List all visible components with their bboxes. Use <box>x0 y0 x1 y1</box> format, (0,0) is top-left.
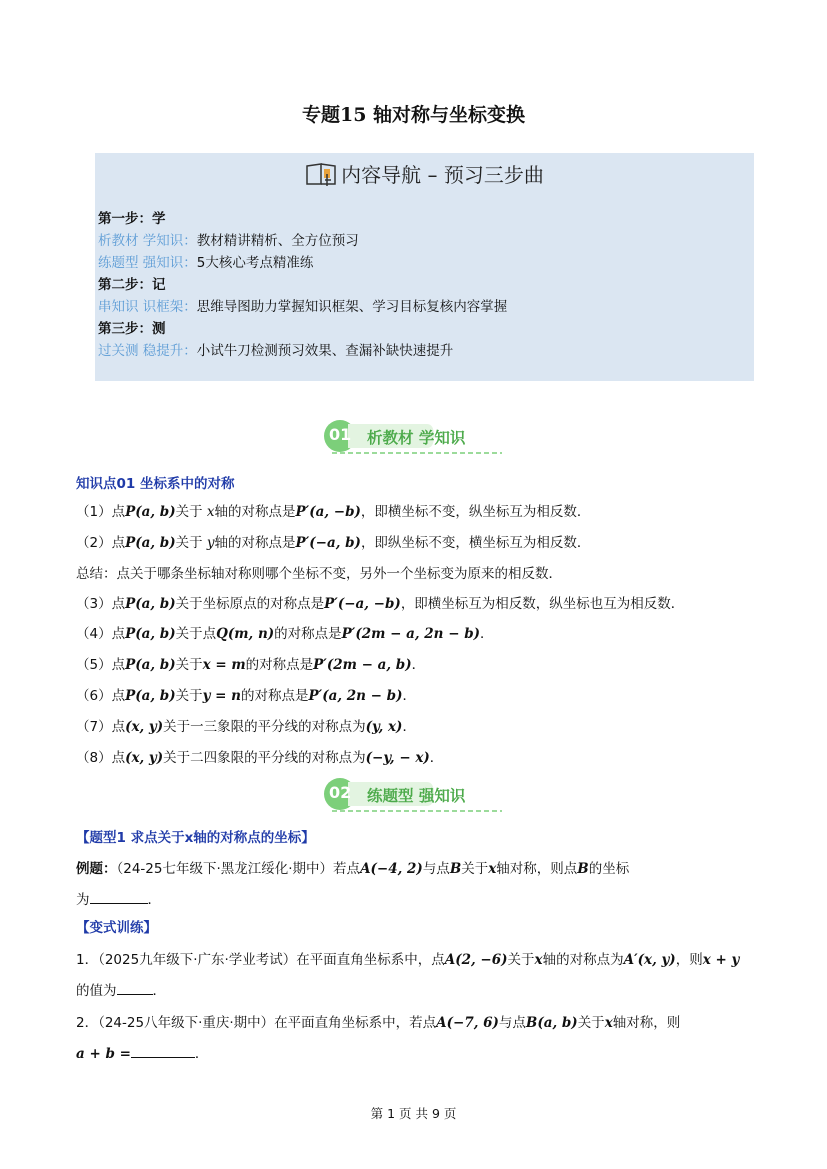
knowledge-point-title: 知识点01 坐标系中的对称 <box>76 476 235 492</box>
section-badge-01 <box>322 420 507 456</box>
section-label: 练题型 强知识 <box>367 787 466 805</box>
variant-title: 【变式训练】 <box>76 920 157 936</box>
question-1-line-2: 的值为 ． <box>76 983 166 999</box>
answer-blank <box>131 1045 195 1058</box>
question-2-line-1: 2．（24-25八年级下·重庆·期中）在平面直角坐标系中，若点A(−7, 6)与点B(a, b)关于x轴对称，则 <box>76 1015 681 1031</box>
section-number: 01 <box>329 425 352 444</box>
question-2-line-2: a + b = ． <box>76 1046 209 1062</box>
page-title: 专题15 轴对称与坐标变换 <box>301 104 526 126</box>
item-8: （8）点(x, y)关于二四象限的平分线的对称点为(−y, − x)． <box>76 750 444 766</box>
section-badge-02 <box>322 778 507 814</box>
answer-blank <box>117 982 153 995</box>
content-nav-box <box>95 153 754 381</box>
question-1-line-1: 1．（2025九年级下·广东·学业考试）在平面直角坐标系中，点A(2, −6)关于x轴的对称点为A′(x, y)，则x + y <box>76 952 740 968</box>
item-5: （5）点P(a, b)关于x = m的对称点是P′(2m − a, b)． <box>76 657 426 673</box>
summary-line: 总结：点关于哪条坐标轴对称则哪个坐标不变，另外一个坐标变为原来的相反数． <box>76 566 562 582</box>
item-2: （2）点P(a, b)关于 y轴的对称点是P′(−a, b)，即纵坐标不变，横坐标互为相反数． <box>76 535 591 551</box>
answer-blank <box>90 891 148 904</box>
step1-title: 第一步：学 <box>98 211 166 227</box>
nav-heading-text: 内容导航 – 预习三步曲 <box>341 163 544 187</box>
step2-title: 第二步：记 <box>98 277 166 293</box>
nav-heading <box>95 159 754 188</box>
book-hand-icon <box>305 160 339 188</box>
section-number: 02 <box>329 783 352 802</box>
nav-line-2: 练题型 强知识：5大核心考点精准练 <box>98 255 314 271</box>
item-4: （4）点P(a, b)关于点Q(m, n)的对称点是P′(2m − a, 2n − b)． <box>76 626 494 642</box>
step3-title: 第三步：测 <box>98 321 166 337</box>
nav-line-3: 串知识 识框架：思维导图助力掌握知识框架、学习目标复核内容掌握 <box>98 299 508 315</box>
item-1: （1）点P(a, b)关于 x轴的对称点是P′(a, −b)，即横坐标不变，纵坐标互为相反数． <box>76 504 591 520</box>
nav-line-4: 过关测 稳提升：小试牛刀检测预习效果、查漏补缺快速提升 <box>98 343 454 359</box>
item-3: （3）点P(a, b)关于坐标原点的对称点是P′(−a, −b)，即横坐标互为相反数，纵坐标也互为相反数． <box>76 596 685 612</box>
section-label: 析教材 学知识 <box>367 429 466 447</box>
item-7: （7）点(x, y)关于一三象限的平分线的对称点为(y, x)． <box>76 719 416 735</box>
example-line-2: 为 ． <box>76 892 161 908</box>
item-6: （6）点P(a, b)关于y = n的对称点是P′(a, 2n − b)． <box>76 688 416 704</box>
example-line-1: 例题：（24-25七年级下·黑龙江绥化·期中）若点A(−4, 2)与点B关于x轴对称，则点B的坐标 <box>76 861 630 877</box>
question-type-title: 【题型1 求点关于x轴的对称点的坐标】 <box>76 830 315 846</box>
nav-line-1: 析教材 学知识：教材精讲精析、全方位预习 <box>98 233 359 249</box>
page-footer: 第 1 页 共 9 页 <box>370 1106 457 1121</box>
